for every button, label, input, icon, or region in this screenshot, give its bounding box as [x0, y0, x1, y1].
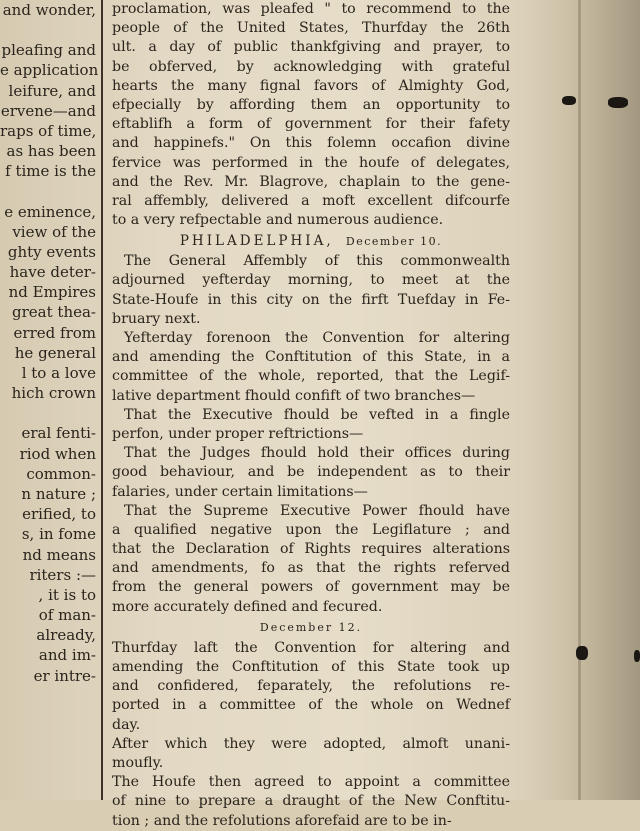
text-line: hearts the many fignal favors of Almighty God,	[112, 77, 510, 94]
text-line: good behaviour, and be independent as to their	[112, 464, 510, 481]
wormhole-mark	[608, 97, 628, 108]
left-column-line	[0, 182, 100, 202]
wormhole-mark	[562, 96, 576, 105]
text-line: ult. a day of public thankfgiving and prayer, to	[112, 39, 510, 56]
text-line: That the Executive fhould be vefted in a fingle	[124, 406, 510, 423]
dateline-city: PHILADELPHIA,	[179, 233, 334, 250]
paragraph-committee-of-nine	[112, 773, 510, 831]
text-line: and the Rev. Mr. Blagrove, chaplain to the gene-	[112, 173, 510, 190]
text-line: That the Judges fhould hold their offices during	[124, 445, 510, 462]
left-column-line: l to a love	[21, 364, 96, 382]
left-column-line: erified, to	[22, 505, 96, 524]
left-column-line: view of the	[12, 222, 96, 241]
text-line: moufly.	[112, 754, 164, 771]
text-line: committee of the whole, reported, that the Legif-	[112, 368, 510, 385]
main-column	[112, 0, 510, 829]
text-line: that the Declaration of Rights requires alterations	[112, 541, 510, 558]
left-column-line: n nature ;	[21, 484, 96, 503]
left-column-line: er intre-	[33, 666, 96, 685]
left-column-line: common-	[26, 464, 96, 483]
left-column-line: eral fenti-	[21, 424, 96, 443]
text-line: lative department fhould confift of two branches—	[112, 387, 476, 404]
left-column-line: already,	[36, 626, 96, 645]
text-line: and confidered, feparately, the refolutions re-	[112, 678, 510, 695]
left-column-line	[0, 20, 100, 40]
dateline-december-12: December 12.	[259, 620, 363, 634]
text-line: and amending the Conftitution of this State, in a	[112, 349, 510, 366]
text-line: perfon, under proper reftrictions—	[112, 425, 364, 442]
paragraph-convention-resolutions	[112, 639, 510, 735]
text-line: The General Affembly of this commonwealth	[124, 253, 510, 270]
paragraph-supreme-executive	[112, 502, 510, 617]
left-column-line: f time is the	[5, 162, 96, 181]
text-line: After which they were adopted, almoft unani-	[112, 735, 510, 752]
left-column-line: leifure, and	[8, 81, 96, 100]
paragraph-adopted	[112, 735, 510, 773]
text-line: ported in a committee of the whole on Wednef	[112, 697, 510, 714]
text-line: amending the Conftitution of this State took up	[112, 659, 510, 675]
wormhole-mark	[576, 646, 588, 660]
text-line: Thurfday laft the Convention for altering and	[112, 639, 510, 656]
left-column-line: riters :—	[29, 565, 96, 584]
text-line: ral affembly, delivered a moft excellent difcourfe	[112, 192, 510, 209]
left-column-line	[0, 403, 100, 423]
text-line: falaries, under certain limitations—	[112, 483, 368, 500]
text-line: eftablifh a form of government for their fafety	[112, 116, 510, 133]
left-column-line: as has been	[6, 142, 96, 161]
text-line: tion ; and the refolutions aforefaid are to be in-	[112, 812, 452, 829]
text-line: State-Houfe in this city on the firft Tuefday in Fe-	[112, 291, 510, 308]
left-column-line: erred from	[13, 323, 96, 342]
text-line: proclamation, was pleafed " to recommend to the	[112, 1, 510, 17]
text-line: and amendments, fo as that the rights referved	[112, 560, 510, 577]
left-column-line: raps of time,	[0, 121, 97, 140]
text-line: people of the United States, Thurfday the 26th	[112, 20, 510, 37]
left-column-line: riod when	[19, 444, 96, 463]
paragraph-convention-report	[112, 329, 510, 406]
paragraph-executive	[112, 406, 510, 444]
dateline-date: December 10.	[345, 235, 443, 249]
text-line: a qualified negative upon the Legiflature ; and	[112, 521, 510, 538]
column-rule	[101, 0, 103, 800]
left-column-line: ghty events	[7, 242, 96, 261]
left-column-line: nd means	[22, 545, 96, 564]
left-column-line: great thea-	[12, 303, 96, 322]
page-fold-edge	[578, 0, 581, 800]
left-column-line: and wonder,	[2, 1, 96, 19]
text-line: and happinefs." On this folemn occafion divine	[112, 135, 510, 152]
text-line: of nine to prepare a draught of the New Conftitu-	[112, 793, 510, 810]
dateline-philadelphia	[112, 230, 510, 252]
left-column-fragment	[0, 0, 100, 800]
paragraph-judges	[112, 444, 510, 502]
left-column-line: and im-	[38, 646, 96, 665]
text-line: adjourned yefterday morning, to meet at the	[112, 272, 510, 289]
text-line: The Houfe then agreed to appoint a committee	[112, 774, 510, 791]
paragraph-general-assembly	[112, 252, 510, 329]
text-line: That the Supreme Executive Power fhould have	[124, 502, 510, 519]
left-column-line: have deter-	[9, 263, 96, 282]
left-column-line: pleafing and	[1, 41, 96, 60]
left-column-line: , it is to	[38, 585, 96, 604]
text-line: efpecially by affording them an opportunity to	[112, 96, 510, 113]
text-line: Yefterday forenoon the Convention for altering	[124, 330, 510, 346]
text-line: to a very refpectable and numerous audience.	[112, 212, 444, 229]
left-column-line: ervene—and	[0, 101, 96, 120]
text-line: more accurately defined and fecured.	[112, 598, 383, 615]
wormhole-mark	[634, 650, 640, 662]
left-column-line: he general	[14, 343, 96, 362]
left-column-line: hich crown	[11, 384, 96, 403]
left-column-line: s, in fome	[21, 525, 96, 544]
left-column-line: e eminence,	[4, 202, 96, 221]
text-line: fervice was performed in the houfe of delegates,	[112, 154, 510, 171]
left-column-line: e application	[0, 61, 99, 80]
paragraph-proclamation	[112, 0, 510, 230]
text-line: be obferved, by acknowledging with grateful	[112, 58, 510, 75]
text-line: bruary next.	[112, 310, 201, 327]
text-line: day.	[112, 716, 141, 733]
text-line: from the general powers of government may be	[112, 579, 510, 596]
left-column-line: nd Empires	[8, 283, 96, 302]
left-column-line: of man-	[38, 606, 96, 625]
